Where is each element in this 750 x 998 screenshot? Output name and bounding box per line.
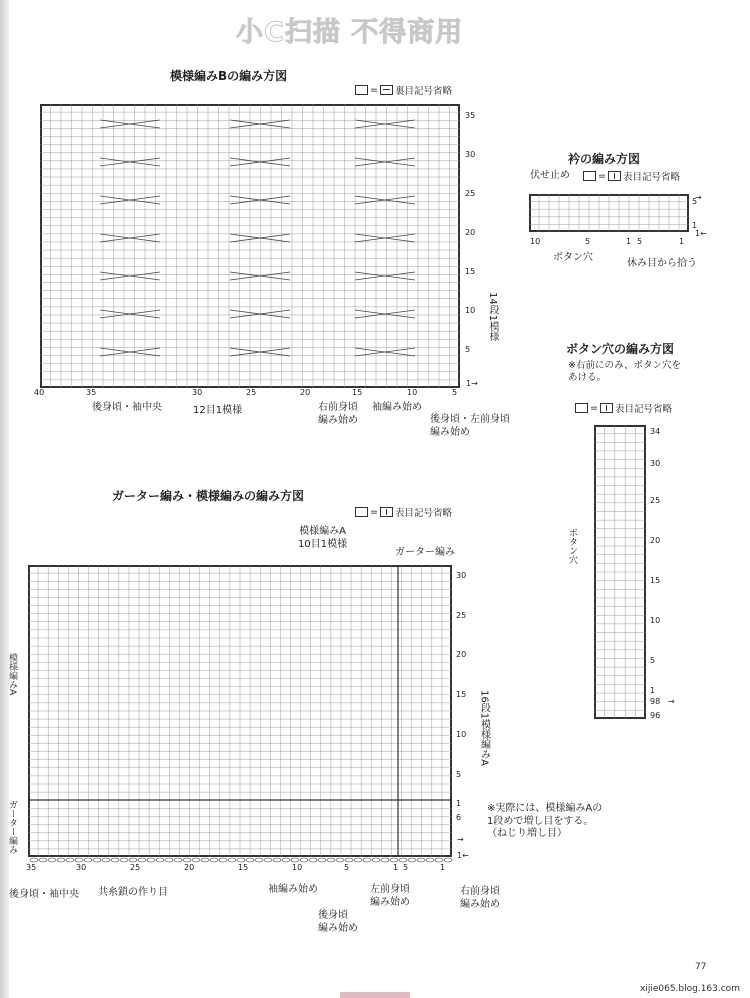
knit-symbol-icon — [380, 507, 393, 517]
garter-row-tick: 10 — [456, 730, 467, 739]
chart-b-right-front-label: 右前身頃 編み始め — [318, 402, 358, 426]
chain-stitch-mark — [237, 858, 245, 862]
garter-col-tick: 30 — [76, 863, 87, 872]
chain-stitch-mark — [201, 858, 209, 862]
chart-b-col-tick: 40 — [34, 388, 45, 397]
garter-row-tick: 5 — [456, 770, 462, 779]
chart-b-repeat-cols: 12目1模様 — [193, 405, 243, 416]
chart-b-title: 模様編みBの編み方図 — [170, 69, 288, 83]
buttonhole-note: ※右前にのみ、ボタン穴を あける。 — [568, 360, 682, 383]
chain-stitch-mark — [336, 858, 344, 862]
chain-stitch-mark — [102, 858, 110, 862]
chart-b-sleeve-start-label: 袖編み始め — [372, 402, 422, 413]
chain-stitch-mark — [435, 858, 443, 862]
garter-row-tick: 30 — [456, 571, 467, 580]
chain-stitch-mark — [210, 858, 218, 862]
garter-left-front-label: 左前身頃 編み始め — [370, 884, 410, 908]
collar-grid — [529, 194, 689, 232]
garter-back-start-label: 後身頃 編み始め — [318, 910, 358, 934]
chain-stitch-mark — [381, 858, 389, 862]
collar-col-tick: 10 — [530, 237, 541, 246]
page-number: 77 — [695, 962, 707, 972]
chain-stitch-mark — [57, 858, 65, 862]
chart-b-row-tick: 30 — [465, 150, 476, 159]
chain-stitch-mark — [273, 858, 281, 862]
chart-b-row-tick: 5 — [465, 345, 471, 354]
chain-stitch-mark — [66, 858, 74, 862]
buttonhole-grid — [594, 425, 646, 719]
left-garter-label: ガーター編み — [7, 800, 17, 854]
blank-square-icon — [583, 171, 596, 181]
garter-sleeve-start-label: 袖編み始め — [268, 884, 318, 895]
collar-bind-off-label: 伏せ止め — [530, 170, 570, 181]
collar-col-tick: 1 — [626, 237, 632, 246]
scan-watermark: 小C扫描 不得商用 — [236, 17, 464, 48]
chain-stitch-mark — [165, 858, 173, 862]
garter-col-tick: 10 — [292, 863, 303, 872]
garter-col-tick: 15 — [238, 863, 249, 872]
chart-b-row-tick: 20 — [465, 228, 476, 237]
chain-stitch-mark — [147, 858, 155, 862]
chart-b-row-tick: 10 — [465, 306, 476, 315]
buttonhole-row-tick: 34 — [650, 427, 661, 436]
chart-b-col-tick: 25 — [246, 388, 257, 397]
chart-b-col-tick: 35 — [86, 388, 97, 397]
blank-square-icon — [355, 507, 368, 517]
chain-stitch-mark — [300, 858, 308, 862]
collar-legend: = 表目記号省略 — [583, 169, 680, 183]
chart-b-back-left-front-label: 後身頃・左前身頃 編み始め — [430, 414, 510, 438]
collar-row-tick: 1 — [692, 221, 698, 230]
buttonhole-row-tick: 30 — [650, 459, 661, 468]
garter-row-tick: 1 — [456, 799, 462, 808]
chart-b-col-tick: 10 — [407, 388, 418, 397]
garter-row-tick: 6 — [456, 813, 462, 822]
garter-right-front-label: 右前身頃 編み始め — [460, 886, 500, 910]
chain-stitch-mark — [354, 858, 362, 862]
footer-url: xijie065.blog.163.com — [640, 984, 740, 994]
chain-stitch-mark — [264, 858, 272, 862]
chain-stitch-mark — [120, 858, 128, 862]
chain-stitch-mark — [246, 858, 254, 862]
buttonhole-row-tick: 5 — [650, 656, 656, 665]
buttonhole-row-tick: 10 — [650, 616, 661, 625]
collar-col-tick: 5 — [637, 237, 643, 246]
chain-stitch-mark — [174, 858, 182, 862]
buttonhole-vertical-label: ボタン穴 — [567, 528, 577, 564]
garter-row-tick: 20 — [456, 650, 467, 659]
chart-b-col-tick: 15 — [352, 388, 363, 397]
chain-stitch-mark — [408, 858, 416, 862]
garter-grid — [28, 565, 452, 857]
buttonhole-row-tick: 25 — [650, 496, 661, 505]
increase-note: ※実際には、模様編みAの 1段めで増し目をする。 （ねじり増し目） — [487, 803, 603, 839]
left-pattern-a-label: 模様編みA — [7, 653, 17, 696]
chain-stitch-mark — [75, 858, 83, 862]
purl-symbol-icon — [380, 85, 393, 95]
chain-stitch-mark — [93, 858, 101, 862]
chart-b-row-arrow: 1→ — [466, 379, 478, 388]
chart-b-grid — [40, 104, 460, 388]
buttonhole-row-tick: 1 — [650, 686, 656, 695]
chain-stitch-mark — [228, 858, 236, 862]
garter-legend: = 表目記号省略 — [355, 505, 452, 519]
garter-col-tick: 25 — [130, 863, 141, 872]
chain-stitch-mark — [48, 858, 56, 862]
chain-stitch-mark — [399, 858, 407, 862]
garter-col-tick: 5 — [344, 863, 350, 872]
chain-cast-on-label: 共糸鎖の作り目 — [98, 887, 168, 898]
blank-square-icon — [575, 403, 588, 413]
garter-col-tick: 20 — [184, 863, 195, 872]
chain-stitch-mark — [282, 858, 290, 862]
collar-title: 衿の編み方図 — [568, 152, 641, 166]
buttonhole-row-tick: 98 — [650, 697, 661, 706]
knit-symbol-icon — [600, 403, 613, 413]
chain-stitch-mark — [363, 858, 371, 862]
chain-stitch-mark — [426, 858, 434, 862]
chart-b-back-center-label: 後身頃・袖中央 — [92, 402, 162, 413]
collar-row-tick: 5 — [692, 197, 698, 206]
chain-stitch-mark — [129, 858, 137, 862]
chart-b-repeat-rows: 14段1模様 — [487, 292, 498, 342]
collar-arrow-bottom: 1← — [695, 229, 707, 238]
chart-b-col-tick: 30 — [192, 388, 203, 397]
garter-back-center-label: 後身頃・袖中央 — [9, 889, 79, 900]
knit-symbol-icon — [608, 171, 621, 181]
buttonhole-legend: = 表目記号省略 — [575, 401, 672, 415]
garter-arrow-bottom: 1← — [457, 851, 469, 860]
chain-stitch-mark — [309, 858, 317, 862]
chain-stitch-mark — [192, 858, 200, 862]
chart-b-legend: = 裏目記号省略 — [355, 83, 452, 97]
buttonhole-arrow: → — [668, 697, 675, 706]
chain-stitch-mark — [291, 858, 299, 862]
buttonhole-row-tick: 20 — [650, 536, 661, 545]
garter-title: ガーター編み・模様編みの編み方図 — [112, 489, 305, 503]
buttonhole-row-tick: 96 — [650, 711, 661, 720]
garter-col-tick: 1 — [440, 863, 446, 872]
chart-b-row-tick: 25 — [465, 189, 476, 198]
bottom-tab — [340, 992, 410, 998]
chart-b-row-tick: 35 — [465, 111, 476, 120]
garter-row-tick: 15 — [456, 690, 467, 699]
chain-stitch-mark — [390, 858, 398, 862]
chain-stitch-mark — [183, 858, 191, 862]
garter-repeat-rows: 16段1模様編みA — [478, 690, 490, 766]
chain-stitch-mark — [84, 858, 92, 862]
chain-stitch-mark — [156, 858, 164, 862]
garter-col-tick: 35 — [26, 863, 37, 872]
chart-b-row-tick: 15 — [465, 267, 476, 276]
garter-col-tick: 5 — [403, 863, 409, 872]
chain-stitch-mark — [30, 858, 38, 862]
chain-stitch-mark — [444, 858, 452, 862]
garter-col-tick: 1 — [393, 863, 399, 872]
blank-square-icon — [355, 85, 368, 95]
chart-b-col-tick: 20 — [300, 388, 311, 397]
pattern-a-label: 模様編みA 10目1模様 — [298, 526, 348, 550]
buttonhole-row-tick: 15 — [650, 576, 661, 585]
chain-stitch-mark — [219, 858, 227, 862]
buttonhole-title: ボタン穴の編み方図 — [566, 342, 675, 356]
chain-stitch-mark — [327, 858, 335, 862]
collar-col-tick: 1 — [679, 237, 685, 246]
chain-stitch-mark — [39, 858, 47, 862]
garter-row-tick: 25 — [456, 611, 467, 620]
chain-stitch-mark — [372, 858, 380, 862]
collar-buttonhole-label: ボタン穴 — [553, 252, 593, 263]
chain-stitch-mark — [417, 858, 425, 862]
chart-b-col-tick: 5 — [452, 388, 458, 397]
collar-pickup-label: 休み目から拾う — [627, 258, 697, 269]
collar-arrow-top: → — [695, 193, 702, 202]
chain-stitch-mark — [318, 858, 326, 862]
chain-stitch-mark — [111, 858, 119, 862]
collar-col-tick: 5 — [585, 237, 591, 246]
chain-stitch-mark — [255, 858, 263, 862]
chain-stitch-mark — [345, 858, 353, 862]
chain-stitch-mark — [138, 858, 146, 862]
garter-arrow-top: → — [457, 835, 464, 844]
garter-stitch-label: ガーター編み — [395, 547, 455, 558]
